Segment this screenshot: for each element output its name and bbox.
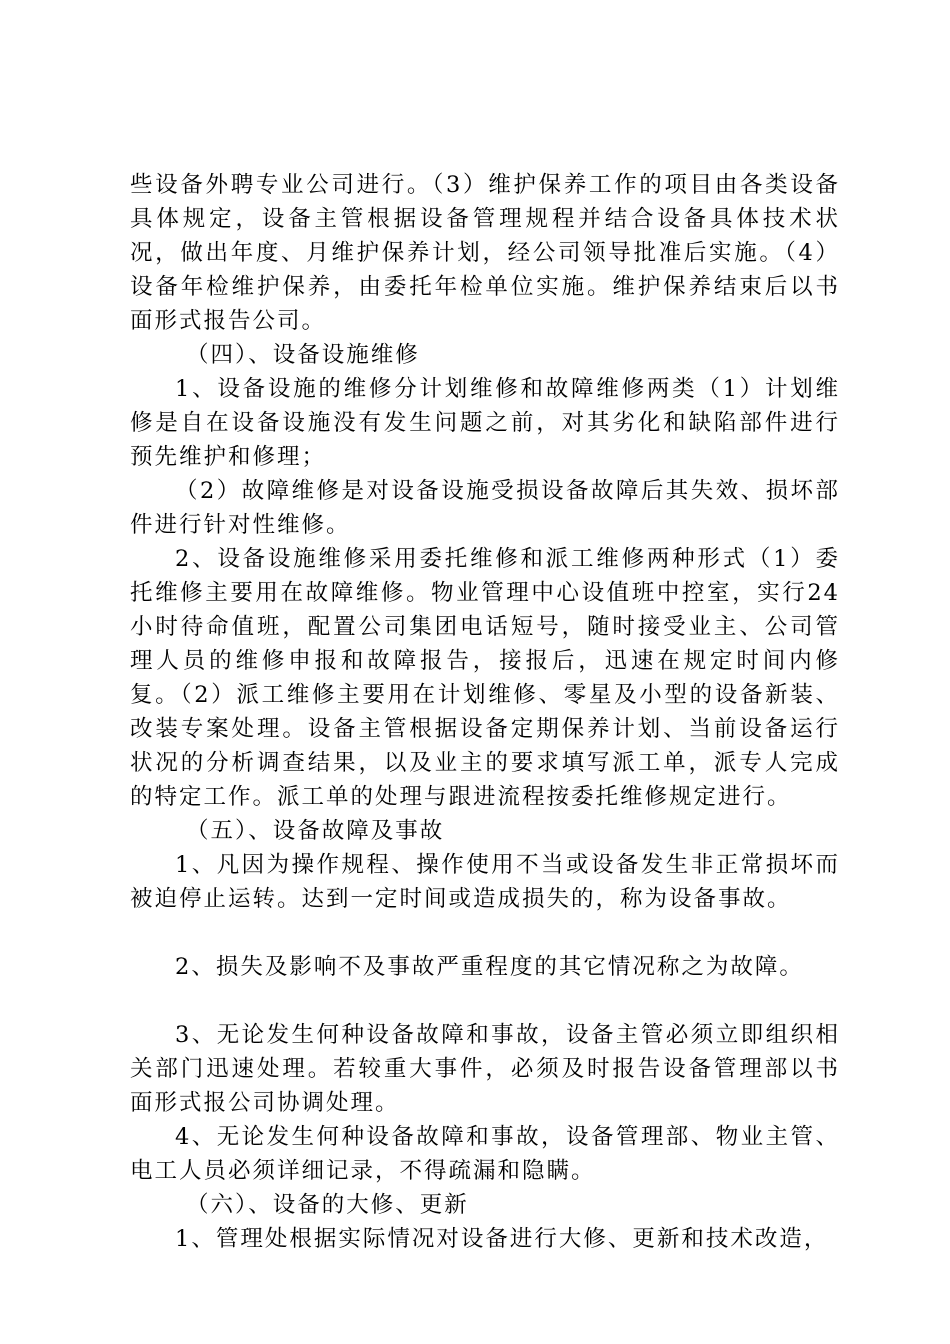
paragraph-overhaul: 1、管理处根据实际情况对设备进行大修、更新和技术改造， (175, 1226, 829, 1252)
paragraph-fault-definition: 2、损失及影响不及事故严重程度的其它情况称之为故障。 (175, 954, 804, 980)
section-heading-5: （五）、设备故障及事故 (186, 818, 445, 844)
paragraph-repair-types: 1、设备设施的维修分计划维修和故障维修两类（1）计划维修是自在设备设施没有发生问题之前，对其劣化和缺陷部件进行预先维护和修理； (130, 376, 840, 470)
paragraph-accident-definition: 1、凡因为操作规程、操作使用不当或设备发生非正常损坏而被迫停止运转。达到一定时间或造成损失的，称为设备事故。 (130, 852, 840, 912)
paragraph-recording: 4、无论发生何种设备故障和事故，设备管理部、物业主管、电工人员必须详细记录，不得疏漏和隐瞒。 (130, 1124, 840, 1184)
paragraph-handling: 3、无论发生何种设备故障和事故，设备主管必须立即组织相关部门迅速处理。若较重大事件，必须及时报告设备管理部以书面形式报公司协调处理。 (130, 1022, 840, 1116)
paragraph-repair-forms: 2、设备设施维修采用委托维修和派工维修两种形式（1）委托维修主要用在故障维修。物业管理中心设值班中控室，实行24小时待命值班，配置公司集团电话短号，随时接受业主、公司管理人员的维修申报和故障报告，接报后，迅速在规定时间内修复。（2）派工维修主要用在计划维修、零星及小型的设备新装、改装专案处理。设备主管根据设备定期保养计划、当前设备运行状况的分析调查结果，以及业主的要求填写派工单，派专人完成的特定工作。派工单的处理与跟进流程按委托维修规定进行。 (130, 546, 840, 810)
document-body (130, 168, 840, 1256)
paragraph-fault-repair: （2）故障维修是对设备设施受损设备故障后其失效、损坏部件进行针对性维修。 (130, 478, 840, 538)
section-heading-4: （四）、设备设施维修 (186, 342, 420, 368)
section-heading-6: （六）、设备的大修、更新 (186, 1192, 469, 1218)
paragraph-maintenance-continued: 些设备外聘专业公司进行。（3）维护保养工作的项目由各类设备具体规定，设备主管根据设备管理规程并结合设备具体技术状况，做出年度、月维护保养计划，经公司领导批准后实施。（4）设备年检维护保养，由委托年检单位实施。维护保养结束后以书面形式报告公司。 (130, 172, 840, 334)
